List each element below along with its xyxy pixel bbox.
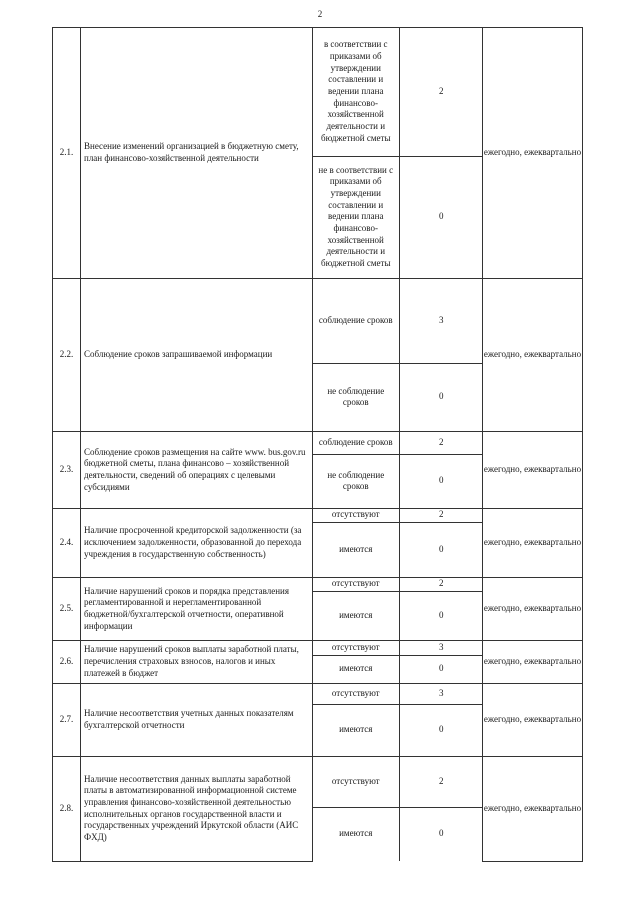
row-name: Соблюдение сроков запрашиваемой информации	[81, 279, 313, 432]
row-frequency: ежегодно, ежеквартально	[483, 509, 583, 578]
table-row	[53, 28, 583, 279]
criteria-score: 2	[399, 432, 483, 454]
row-number: 2.6.	[53, 641, 81, 684]
row-name: Наличие несоответствия учетных данных показателям бухгалтерской отчетности	[81, 684, 313, 757]
row-frequency: ежегодно, ежеквартально	[483, 757, 583, 862]
criteria-condition: не в соответствии с приказами об утверждении составлении и ведении плана финансово-хозяйственной деятельности и бюджетной сметы	[318, 164, 394, 269]
table-row	[53, 432, 583, 509]
row-number: 2.7.	[53, 684, 81, 757]
criteria-score: 3	[399, 279, 483, 363]
criteria-condition: отсутствуют	[313, 757, 399, 807]
page-number: 2	[317, 9, 323, 19]
row-name: Наличие несоответствия данных выплаты заработной платы в автоматизированной информационной системе управления финансово-хозяйственной деятельностью исполнительных органов государственной власти и государственных учреждений Иркутской области (АИС ФХД)	[81, 757, 313, 862]
table-row	[53, 578, 583, 641]
row-name: Внесение изменений организацией в бюджетную смету, план финансово-хозяйственной деятельности	[81, 28, 313, 279]
criteria-condition: соблюдение сроков	[313, 279, 399, 363]
criteria-score: 0	[399, 454, 483, 508]
criteria-score: 2	[399, 757, 483, 807]
criteria-table	[52, 27, 583, 862]
criteria-score: 0	[399, 522, 483, 577]
criteria-cell	[313, 684, 483, 757]
criteria-score: 3	[399, 684, 483, 704]
criteria-cell	[313, 641, 483, 684]
criteria-condition: отсутствуют	[313, 578, 399, 591]
criteria-score: 0	[399, 156, 483, 278]
criteria-score: 0	[399, 363, 483, 431]
row-frequency: ежегодно, ежеквартально	[483, 28, 583, 279]
criteria-table-container	[52, 27, 582, 862]
criteria-condition: имеются	[339, 724, 373, 735]
row-frequency: ежегодно, ежеквартально	[483, 432, 583, 509]
criteria-condition: в соответствии с приказами об утверждении составлении и ведении плана финансово-хозяйственной деятельности и бюджетной сметы	[313, 28, 399, 156]
criteria-score: 2	[399, 509, 483, 522]
table-row	[53, 684, 583, 757]
row-name: Соблюдение сроков размещения на сайте www. bus.gov.ru бюджетной сметы, плана финансово – хозяйственной деятельности, сведений об операциях с целевыми субсидиями	[81, 432, 313, 509]
criteria-condition: отсутствуют	[313, 684, 399, 704]
criteria-score: 3	[399, 641, 483, 655]
criteria-condition: имеются	[339, 663, 373, 674]
row-name: Наличие нарушений сроков выплаты заработной платы, перечисления страховых взносов, налогов и иных платежей в бюджет	[81, 641, 313, 684]
row-number: 2.4.	[53, 509, 81, 578]
criteria-score: 2	[399, 28, 483, 156]
row-number: 2.5.	[53, 578, 81, 641]
criteria-cell	[313, 432, 483, 509]
criteria-score: 0	[399, 655, 483, 683]
criteria-condition: не соблюдение сроков	[327, 385, 385, 408]
row-number: 2.3.	[53, 432, 81, 509]
criteria-score: 0	[399, 807, 483, 861]
table-row	[53, 509, 583, 578]
row-frequency: ежегодно, ежеквартально	[483, 641, 583, 684]
row-number: 2.1.	[53, 28, 81, 279]
criteria-condition: отсутствуют	[313, 509, 399, 522]
criteria-score: 2	[399, 578, 483, 591]
row-frequency: ежегодно, ежеквартально	[483, 684, 583, 757]
row-frequency: ежегодно, ежеквартально	[483, 578, 583, 641]
row-name: Наличие просроченной кредиторской задолженности (за исключением задолженности, образованной до перехода учреждения в государственную собственность)	[81, 509, 313, 578]
criteria-condition: имеются	[339, 543, 373, 554]
criteria-condition: соблюдение сроков	[313, 432, 399, 454]
criteria-score: 0	[399, 591, 483, 640]
criteria-condition: имеются	[339, 828, 373, 839]
row-name: Наличие нарушений сроков и порядка представления регламентированной и нерегламентированной бюджетной/бухгалтерской отчетности, оперативной информации	[81, 578, 313, 641]
criteria-score: 0	[399, 704, 483, 756]
criteria-condition: отсутствуют	[313, 641, 399, 655]
criteria-cell	[313, 28, 483, 279]
table-row	[53, 279, 583, 432]
row-number: 2.8.	[53, 757, 81, 862]
criteria-condition: не соблюдение сроков	[327, 469, 385, 492]
criteria-cell	[313, 578, 483, 641]
criteria-cell	[313, 509, 483, 578]
row-number: 2.2.	[53, 279, 81, 432]
criteria-cell	[313, 757, 483, 862]
criteria-condition: имеются	[339, 609, 373, 620]
row-frequency: ежегодно, ежеквартально	[483, 279, 583, 432]
table-row	[53, 641, 583, 684]
table-row	[53, 757, 583, 862]
criteria-cell	[313, 279, 483, 432]
